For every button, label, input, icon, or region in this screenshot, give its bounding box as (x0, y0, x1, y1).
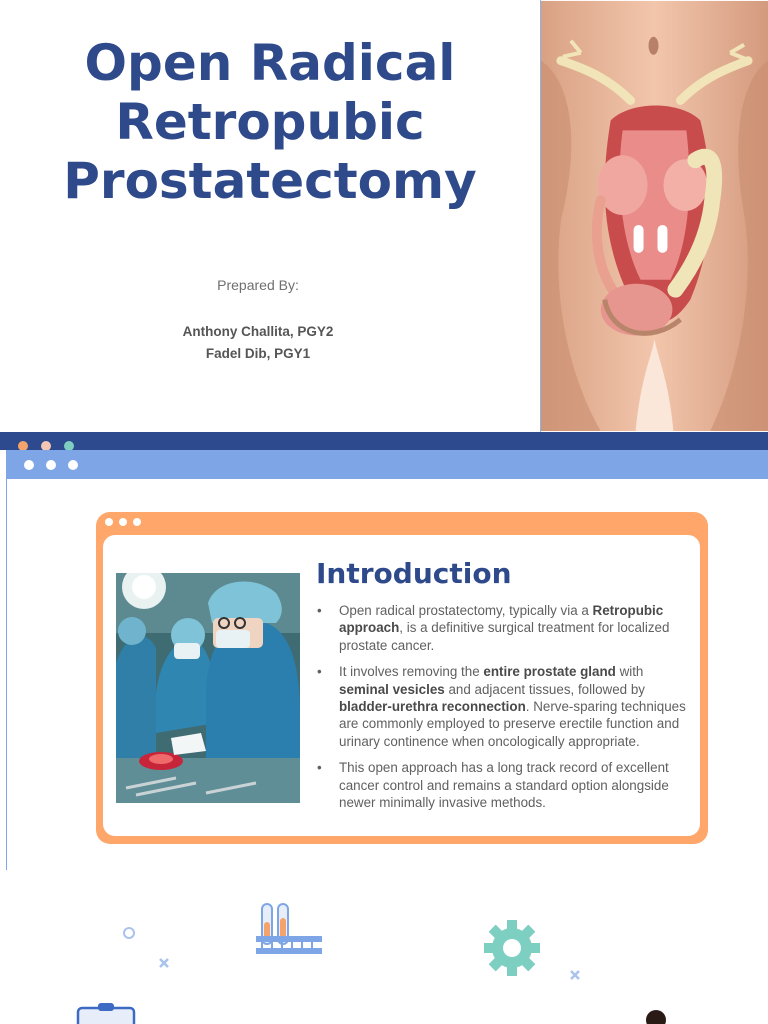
card-body (103, 535, 700, 836)
prepared-by-label: Prepared By: (217, 277, 299, 293)
title-slide (0, 0, 768, 432)
clipboard-icon (76, 1002, 136, 1024)
title-line: Prostatectomy (63, 152, 477, 210)
window-dot (68, 460, 78, 470)
header-band (0, 432, 768, 450)
pelvic-anatomy-illustration (540, 0, 768, 432)
title-line: Retropubic (115, 93, 425, 151)
circle-icon (122, 926, 136, 940)
bullet-text: This open approach has a long track record of excellent cancer control and remains a standard option alongside newer minimally invasive methods. (339, 760, 669, 811)
bullet-emphasis: Retropubic approach (339, 603, 664, 636)
bullet-text: with (615, 664, 644, 680)
author-name: Anthony Challita, PGY2 (182, 324, 334, 339)
slide-title (20, 34, 520, 211)
cross-icon (157, 956, 171, 970)
bullet-item (311, 759, 696, 811)
bullet-text: and adjacent tissues, followed by (444, 681, 645, 697)
bullet-emphasis: seminal vesicles (339, 681, 445, 697)
gear-icon (482, 918, 542, 978)
content-card (96, 512, 708, 844)
bullet-list (311, 602, 696, 820)
window-dots (24, 460, 78, 470)
bullet-text: . Nerve-sparing techniques are commonly employed to preserve erectile function and urinary continence when oncologically appropriate. (339, 699, 686, 749)
title-line: Open Radical (84, 34, 456, 92)
window-title-bar (7, 450, 768, 479)
author-list (140, 321, 376, 365)
window-dot (46, 460, 56, 470)
person-icon (642, 1008, 670, 1024)
test-tubes-icon (252, 900, 324, 960)
surgeons-operating-photo (116, 573, 300, 803)
card-dot (119, 518, 127, 526)
introduction-slide (0, 432, 768, 1024)
bullet-text: , is a definitive surgical treatment for localized prostate cancer. (339, 620, 670, 653)
window-dot (24, 460, 34, 470)
bullet-item (311, 663, 696, 750)
bullet-text: Open radical prostatectomy, typically via a (339, 603, 593, 618)
bullet-emphasis: entire prostate gland (483, 664, 616, 680)
bullet-emphasis: bladder-urethra reconnection (339, 699, 526, 715)
bullet-item (311, 602, 696, 654)
card-dot (105, 518, 113, 526)
card-dots (105, 518, 141, 526)
card-dot (133, 518, 141, 526)
author-name: Fadel Dib, PGY1 (205, 346, 311, 361)
cross-icon (568, 968, 582, 982)
bullet-text: It involves removing the (339, 664, 484, 680)
slide-heading: Introduction (316, 557, 512, 590)
